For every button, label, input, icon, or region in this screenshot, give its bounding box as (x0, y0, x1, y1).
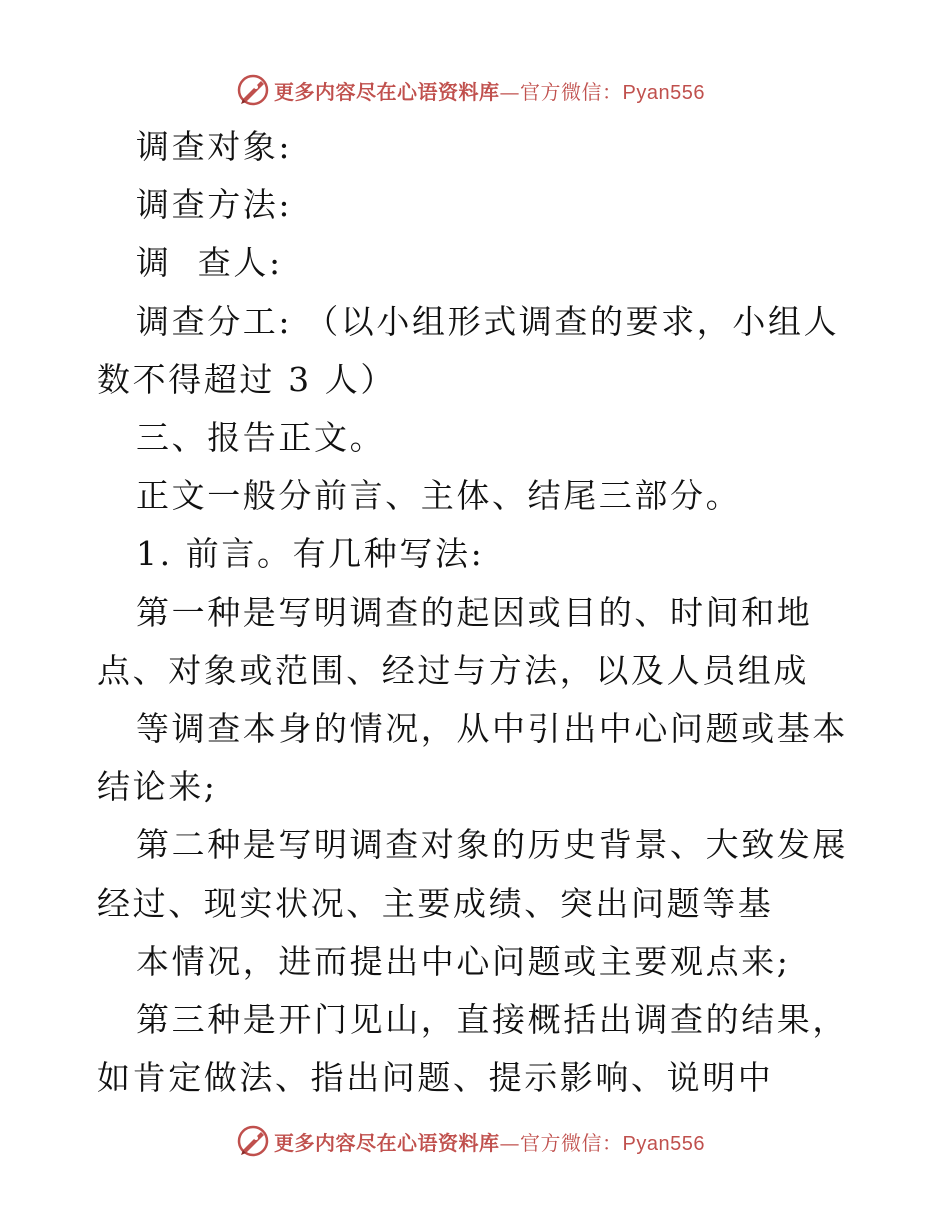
pen-logo-icon (236, 73, 270, 107)
document-body (97, 118, 857, 1107)
paragraph: 调查分工: （以小组形式调查的要求，小组人数不得超过 3 人） (97, 301, 840, 399)
watermark-highlight: 更多内容尽在心语资料库 (274, 79, 500, 104)
watermark-text (274, 76, 705, 105)
watermark-dash: — (499, 79, 520, 104)
paragraph: 三、报告正文。 (136, 418, 386, 458)
paragraph: 调 查人: (136, 243, 283, 283)
paragraph: 正文一般分前言、主体、结尾三部分。 (136, 476, 742, 516)
paragraph: 本情况，进而提出中心问题或主要观点来; (136, 941, 791, 981)
footer-watermark (236, 1124, 705, 1158)
paragraph: 第一种是写明调查的起因或目的、时间和地点、对象或范围、经过与方法，以及人员组成 (97, 592, 813, 690)
paragraph: 第二种是写明调查对象的历史背景、大致发展经过、现实状况、主要成绩、突出问题等基 (97, 825, 848, 923)
watermark-rest: 官方微信： (520, 79, 623, 104)
watermark-highlight: 更多内容尽在心语资料库 (274, 1130, 500, 1155)
watermark-text (274, 1127, 705, 1156)
pen-logo-icon (236, 1124, 270, 1158)
paragraph: 1. 前言。有几种写法: (136, 534, 485, 574)
header-watermark (236, 73, 705, 107)
watermark-dash: — (499, 1130, 520, 1155)
paragraph: 等调查本身的情况，从中引出中心问题或基本结论来; (97, 709, 848, 807)
watermark-wechat-id: Pyan556 (622, 81, 705, 104)
paragraph: 第三种是开门见山，直接概括出调查的结果，如肯定做法、指出问题、提示影响、说明中 (97, 1000, 848, 1098)
paragraph: 调查方法: (136, 185, 293, 225)
watermark-rest: 官方微信： (520, 1130, 623, 1155)
watermark-wechat-id: Pyan556 (622, 1132, 705, 1155)
paragraph: 调查对象: (136, 127, 293, 166)
